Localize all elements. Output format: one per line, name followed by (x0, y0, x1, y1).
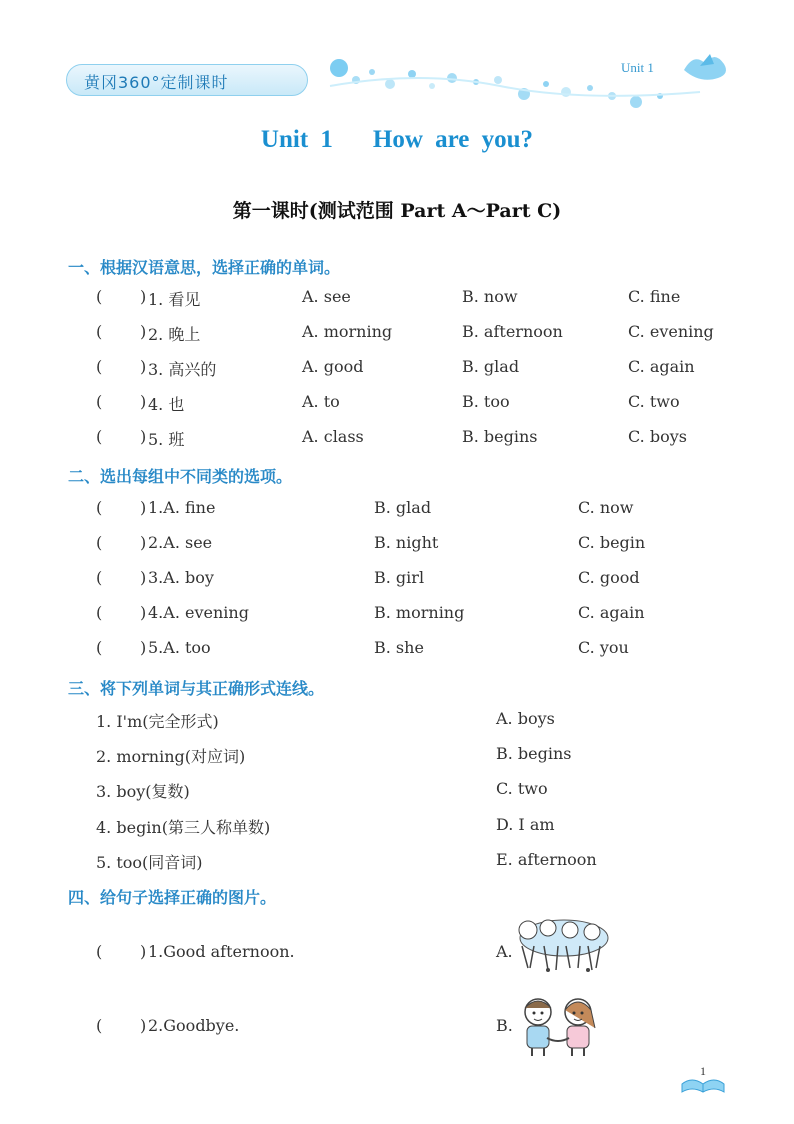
s3-match-row (96, 815, 656, 839)
match-right-item[interactable]: C. two (496, 779, 548, 798)
match-left-item[interactable]: 1. I'm(完全形式) (96, 712, 219, 731)
answer-paren-close: ) (140, 942, 147, 961)
option-a: A. to (302, 392, 340, 411)
option-a: A. morning (302, 322, 393, 341)
option-c: C. fine (628, 287, 681, 306)
option-b: B. glad (374, 498, 432, 517)
question-sentence: Good afternoon. (163, 942, 295, 961)
s2-question-row (96, 603, 696, 627)
section-4-heading: 四、给句子选择正确的图片。 (68, 888, 277, 907)
answer-paren-open[interactable]: ( (96, 392, 103, 411)
answer-paren-close: ) (140, 427, 147, 446)
answer-paren-close: ) (140, 287, 147, 306)
question-sentence: Goodbye. (163, 1016, 240, 1035)
match-right-item[interactable]: D. I am (496, 815, 555, 834)
option-a: A. good (302, 357, 364, 376)
s3-match-row (96, 709, 656, 733)
answer-paren-close: ) (140, 603, 147, 622)
answer-paren-open[interactable]: ( (96, 533, 103, 552)
option-c: C. you (578, 638, 629, 657)
question-number: 1. (148, 498, 164, 517)
s2-question-row (96, 638, 696, 662)
option-a: A. evening (163, 603, 249, 622)
answer-paren-close: ) (140, 1016, 147, 1035)
question-number: 2. (148, 533, 164, 552)
answer-paren-open[interactable]: ( (96, 287, 103, 306)
match-left-item[interactable]: 2. morning(对应词) (96, 747, 246, 766)
question-prompt: 班 (168, 430, 185, 449)
answer-paren-close: ) (140, 357, 147, 376)
unit-number: Unit 1 (260, 126, 333, 153)
answer-paren-open[interactable]: ( (96, 568, 103, 587)
s2-question-row (96, 498, 696, 522)
s2-question-row (96, 568, 696, 592)
answer-paren-open[interactable]: ( (96, 322, 103, 341)
question-number: 2. (148, 325, 164, 344)
match-right-item[interactable]: E. afternoon (496, 850, 597, 869)
s1-question-row (96, 392, 736, 416)
question-prompt: 也 (168, 395, 185, 414)
two-kids-shaking-hands-picture (514, 996, 604, 1058)
question-number: 5. (148, 638, 164, 657)
answer-paren-close: ) (140, 568, 147, 587)
answer-paren-open[interactable]: ( (96, 603, 103, 622)
page-number: 1 (700, 1064, 706, 1078)
question-number: 1. (148, 942, 164, 961)
match-right-item[interactable]: A. boys (496, 709, 555, 728)
option-b: B. she (374, 638, 424, 657)
question-number: 5. (148, 430, 164, 449)
option-b: B. afternoon (462, 322, 563, 341)
picture-option-label: B. (496, 1016, 513, 1035)
answer-paren-close: ) (140, 638, 147, 657)
option-a: A. too (163, 638, 211, 657)
answer-paren-close: ) (140, 322, 147, 341)
option-b: B. girl (374, 568, 425, 587)
answer-paren-open[interactable]: ( (96, 638, 103, 657)
s3-match-row (96, 850, 656, 874)
option-c: C. good (578, 568, 640, 587)
option-c: C. now (578, 498, 634, 517)
section-3-heading: 三、将下列单词与其正确形式连线。 (68, 679, 325, 698)
option-b: B. too (462, 392, 510, 411)
answer-paren-open[interactable]: ( (96, 498, 103, 517)
match-left-item[interactable]: 5. too(同音词) (96, 853, 203, 872)
answer-paren-open[interactable]: ( (96, 942, 103, 961)
option-a: A. see (302, 287, 351, 306)
lesson-title: 第一课时(测试范围 Part A～Part C) (232, 200, 562, 222)
question-number: 4. (148, 395, 164, 414)
option-a: A. boy (163, 568, 214, 587)
option-b: B. begins (462, 427, 538, 446)
option-c: C. two (628, 392, 680, 411)
answer-paren-open[interactable]: ( (96, 427, 103, 446)
section-2-heading: 二、选出每组中不同类的选项。 (68, 467, 293, 486)
match-left-item[interactable]: 3. boy(复数) (96, 782, 190, 801)
option-a: A. class (302, 427, 364, 446)
question-prompt: 高兴的 (168, 360, 217, 379)
option-a: A. see (163, 533, 213, 552)
s2-question-row (96, 533, 696, 557)
answer-paren-close: ) (140, 533, 147, 552)
question-number: 1. (148, 290, 164, 309)
option-b: B. glad (462, 357, 520, 376)
unit-title (0, 126, 794, 154)
question-prompt: 晚上 (168, 325, 201, 344)
s1-question-row (96, 427, 736, 451)
answer-paren-open[interactable]: ( (96, 1016, 103, 1035)
option-c: C. again (628, 357, 695, 376)
s1-question-row (96, 357, 736, 381)
option-c: C. begin (578, 533, 646, 552)
header-bubbles-decoration (0, 0, 794, 120)
answer-paren-open[interactable]: ( (96, 357, 103, 376)
match-right-item[interactable]: B. begins (496, 744, 572, 763)
answer-paren-close: ) (140, 392, 147, 411)
section-1-heading: 一、根据汉语意思，选择正确的单词。 (68, 258, 341, 277)
option-b: B. now (462, 287, 518, 306)
answer-paren-close: ) (140, 498, 147, 517)
s3-match-row (96, 744, 656, 768)
option-c: C. evening (628, 322, 714, 341)
series-label: 黄冈360°定制课时 (84, 73, 229, 92)
s1-question-row (96, 322, 736, 346)
option-b: B. night (374, 533, 439, 552)
question-number: 3. (148, 568, 164, 587)
question-number: 4. (148, 603, 164, 622)
option-c: C. again (578, 603, 645, 622)
picture-option-label: A. (496, 942, 513, 961)
option-b: B. morning (374, 603, 465, 622)
question-prompt: 看见 (168, 290, 201, 309)
question-number: 2. (148, 1016, 164, 1035)
option-a: A. fine (163, 498, 216, 517)
s3-match-row (96, 779, 656, 803)
question-number: 3. (148, 360, 164, 379)
unit-question: How are you? (372, 126, 534, 153)
s1-question-row (96, 287, 736, 311)
match-left-item[interactable]: 4. begin(第三人称单数) (96, 818, 271, 837)
unit-corner-label: Unit 1 (621, 60, 654, 75)
group-of-kids-picture (514, 916, 610, 974)
option-c: C. boys (628, 427, 687, 446)
